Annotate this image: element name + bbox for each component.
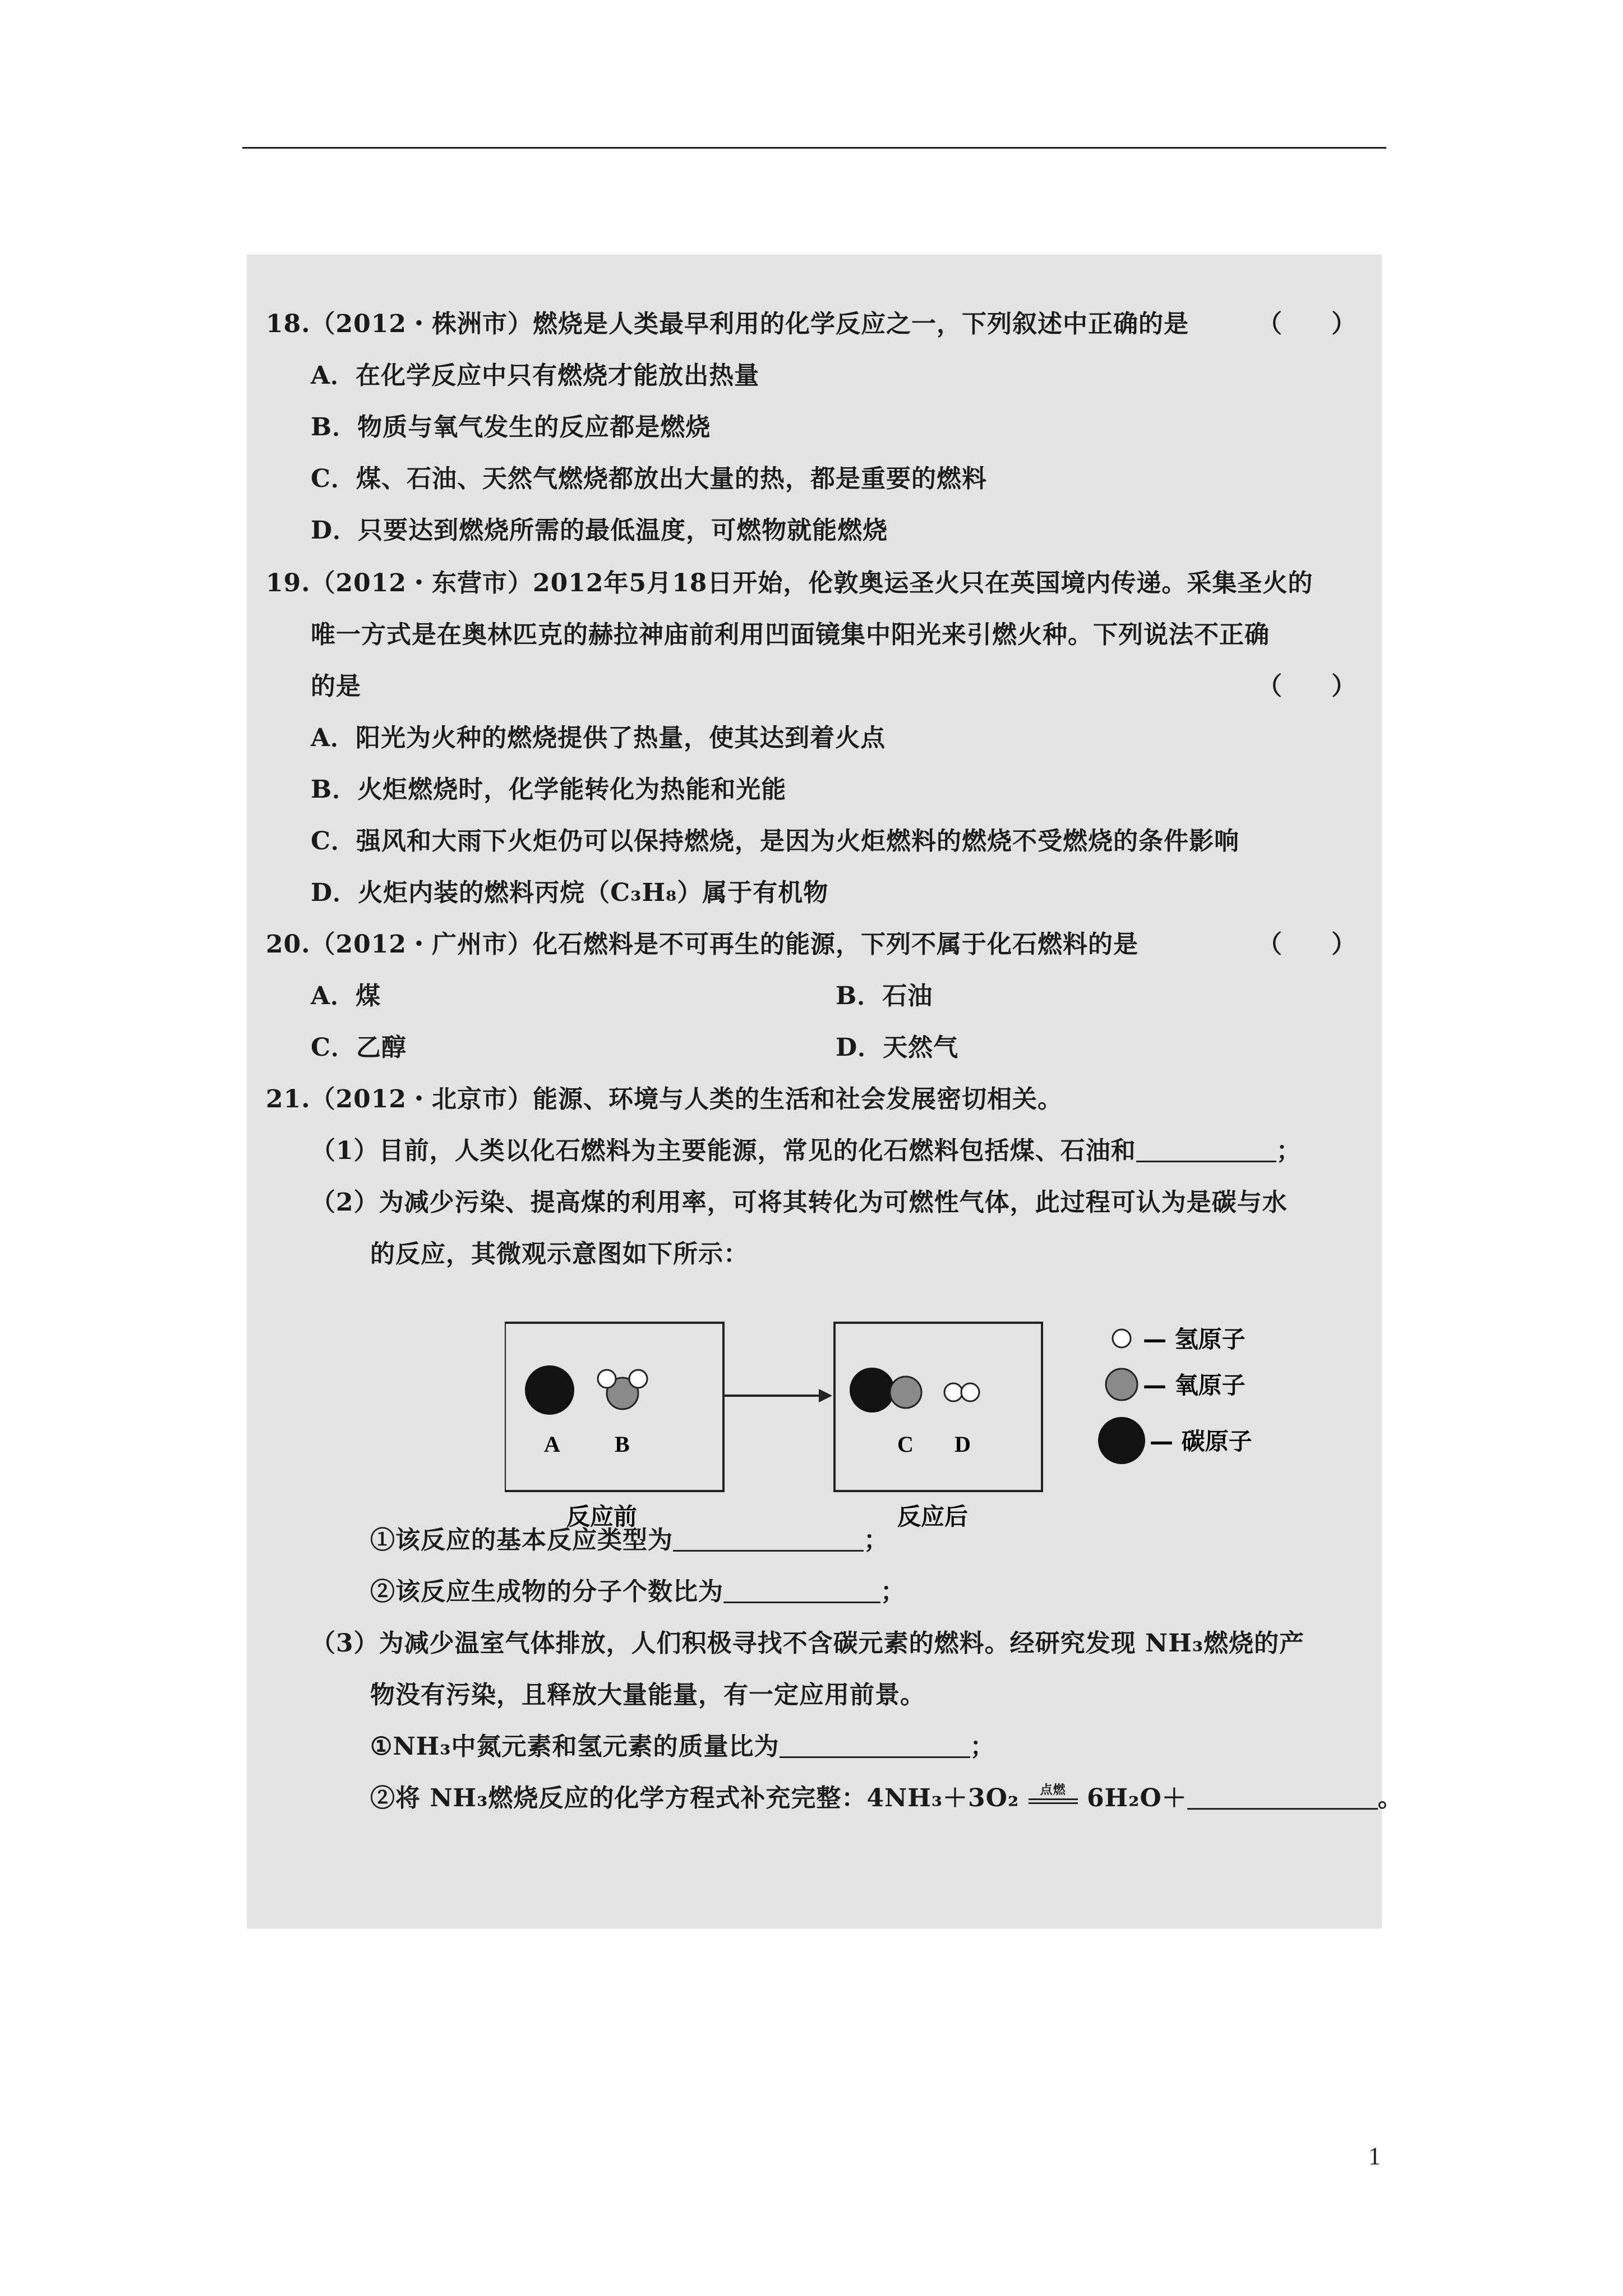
q18-answer-paren: （ ） — [1257, 310, 1356, 338]
legend-oxygen: — 氧原子 — [1143, 1372, 1246, 1399]
q19-option-b: B．火炬燃烧时，化学能转化为热能和光能 — [311, 775, 787, 804]
q21-part2-q2 — [370, 1575, 906, 1609]
q19-option-d: D．火炬内装的燃料丙烷（C₃H₈）属于有机物 — [311, 878, 829, 907]
q21-part3-line2: 物没有污染，且释放大量能量，有一定应用前景。 — [370, 1681, 925, 1709]
caption-before: 反应前 — [566, 1503, 638, 1530]
scanned-exam-page — [247, 255, 1403, 1929]
caption-after: 反应后 — [897, 1503, 969, 1530]
header-rule — [242, 147, 1386, 149]
label-a: A — [544, 1432, 560, 1457]
q19-option-c: C．强风和大雨下火炬仍可以保持燃烧，是因为火炬燃料的燃烧不受燃烧的条件影响 — [311, 827, 1240, 855]
q18-option-b: B．物质与氧气发生的反应都是燃烧 — [311, 413, 711, 441]
q21-part2-q1-text: ①该反应的基本反应类型为 — [370, 1526, 673, 1554]
legend-oxygen-icon — [1106, 1369, 1137, 1400]
h2-molecule-d — [944, 1383, 979, 1401]
q19-stem-line3: 的是 — [311, 672, 361, 701]
q20-option-b: B．石油 — [836, 982, 933, 1010]
label-d: D — [955, 1432, 971, 1457]
q19-stem-line1: 19.（2012・东营市）2012年5月18日开始，伦敦奥运圣火只在英国境内传递。采集圣火的 — [266, 569, 1313, 597]
reaction-microscopic-diagram — [505, 1300, 1346, 1536]
reaction-arrow-head — [819, 1389, 832, 1402]
legend-hydrogen: — 氢原子 — [1143, 1326, 1246, 1353]
q18-option-a: A．在化学反应中只有燃烧才能放出热量 — [311, 361, 760, 390]
q21-part1-blank[interactable] — [1136, 1136, 1276, 1162]
legend-carbon-icon — [1098, 1417, 1145, 1464]
q20-option-d: D．天然气 — [836, 1033, 959, 1062]
q20-option-c: C．乙醇 — [311, 1033, 407, 1062]
q21-part3-q2 — [370, 1782, 1403, 1819]
reaction-condition: 点燃 — [1040, 1783, 1066, 1797]
q21-part3-q1-end: ； — [970, 1732, 995, 1761]
q21-part2-q2-end: ； — [880, 1577, 906, 1606]
q21-part2-line2: 的反应，其微观示意图如下所示： — [370, 1240, 749, 1268]
carbon-atom-a — [525, 1365, 574, 1415]
q21-part3-q2-end: 。 — [1377, 1784, 1403, 1812]
q21-part2-q2-blank[interactable] — [723, 1577, 880, 1603]
q20-answer-paren: （ ） — [1257, 930, 1356, 959]
label-b: B — [615, 1432, 630, 1457]
q21-part3-q1-text: ①NH₃中氮元素和氢元素的质量比为 — [370, 1732, 780, 1761]
q18-option-c: C．煤、石油、天然气燃烧都放出大量的热，都是重要的燃料 — [311, 464, 988, 493]
q21-part3-q2-blank[interactable] — [1187, 1783, 1378, 1810]
q21-part1-text: （1）目前，人类以化石燃料为主要能源，常见的化石燃料包括煤、石油和 — [311, 1137, 1136, 1165]
q18-option-d: D．只要达到燃烧所需的最低温度，可燃物就能燃烧 — [311, 516, 888, 545]
q20-option-a: A．煤 — [311, 982, 381, 1010]
q18-stem: 18.（2012・株洲市）燃烧是人类最早利用的化学反应之一，下列叙述中正确的是 — [266, 310, 1189, 338]
page-number: 1 — [1368, 2142, 1381, 2170]
legend-hydrogen-icon — [1113, 1329, 1131, 1347]
q19-answer-paren: （ ） — [1257, 672, 1356, 701]
q19-stem-line2: 唯一方式是在奥林匹克的赫拉神庙前利用凹面镜集中阳光来引燃火种。下列说法不正确 — [311, 620, 1270, 649]
label-c: C — [897, 1432, 914, 1457]
q19-option-a: A．阳光为火种的燃烧提供了热量，使其达到着火点 — [311, 724, 886, 752]
reaction-arrow — [1029, 1782, 1078, 1819]
q21-part2-line1: （2）为减少污染、提高煤的利用率，可将其转化为可燃性气体，此过程可认为是碳与水 — [311, 1188, 1288, 1217]
q21-part3-q1 — [370, 1730, 995, 1764]
q21-part3-q2-prefix: ②将 NH₃燃烧反应的化学方程式补充完整：4NH₃＋3O₂ — [370, 1784, 1020, 1812]
q21-part3-q1-blank[interactable] — [780, 1732, 970, 1758]
legend-carbon: — 碳原子 — [1150, 1428, 1252, 1455]
q21-part3-q2-suffix: 6H₂O＋ — [1086, 1784, 1187, 1812]
q21-part1-end: ； — [1276, 1137, 1302, 1165]
q20-stem: 20.（2012・广州市）化石燃料是不可再生的能源，下列不属于化石燃料的是 — [266, 930, 1139, 959]
q21-part1 — [311, 1134, 1302, 1168]
co-molecule-c — [850, 1368, 921, 1412]
q21-part2-q2-text: ②该反应生成物的分子个数比为 — [370, 1577, 723, 1606]
q21-part2-q1-end: ； — [864, 1526, 889, 1554]
q21-stem: 21.（2012・北京市）能源、环境与人类的生活和社会发展密切相关。 — [266, 1085, 1063, 1114]
q21-part3-line1: （3）为减少温室气体排放，人们积极寻找不含碳元素的燃料。经研究发现 NH₃燃烧的产 — [311, 1629, 1304, 1658]
water-molecule-b — [598, 1370, 647, 1409]
